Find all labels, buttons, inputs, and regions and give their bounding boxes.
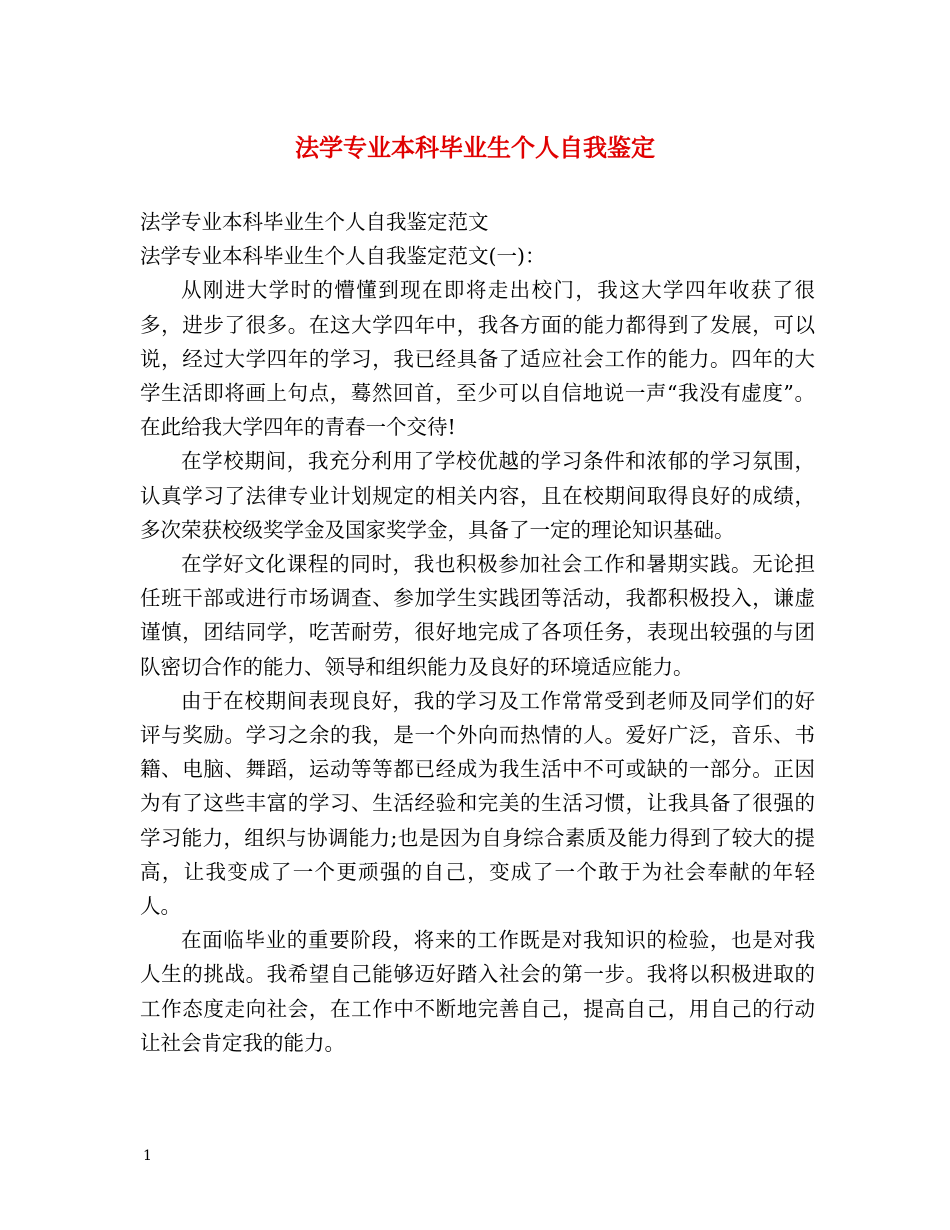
paragraph-3: 在学好文化课程的同时，我也积极参加社会工作和暑期实践。无论担任班干部或进行市场调查、参加学生实践团等活动，我都积极投入，谦虚谨慎，团结同学，吃苦耐劳，很好地完成了各项任务，表现出较强的与团队密切合作的能力、领导和组织能力及良好的环境适应能力。	[140, 552, 815, 679]
paragraph-4: 由于在校期间表现良好，我的学习及工作常常受到老师及同学们的好评与奖励。学习之余的我，是一个外向而热情的人。爱好广泛，音乐、书籍、电脑、舞蹈，运动等等都已经成为我生活中不可或缺的一部分。正因为有了这些丰富的学习、生活经验和完美的生活习惯，让我具备了很强的学习能力，组织与协调能力;也是因为自身综合素质及能力得到了较大的提高，让我变成了一个更顽强的自己，变成了一个敢于为社会奉献的年轻人。	[140, 688, 815, 919]
paragraph-2: 在学校期间，我充分利用了学校优越的学习条件和浓郁的学习氛围，认真学习了法律专业计划规定的相关内容，且在校期间取得良好的成绩，多次荣获校级奖学金及国家奖学金，具备了一定的理论知识基础。	[140, 449, 815, 542]
page-number: 1	[143, 1148, 152, 1164]
section-heading: 法学专业本科毕业生个人自我鉴定范文(一)：	[140, 244, 546, 269]
subtitle: 法学专业本科毕业生个人自我鉴定范文	[140, 210, 489, 234]
paragraph-5: 在面临毕业的重要阶段，将来的工作既是对我知识的检验，也是对我人生的挑战。我希望自己能够迈好踏入社会的第一步。我将以积极进取的工作态度走向社会，在工作中不断地完善自己，提高自己，用自己的行动让社会肯定我的能力。	[140, 928, 815, 1055]
paragraph-1: 从刚进大学时的懵懂到现在即将走出校门，我这大学四年收获了很多，进步了很多。在这大学四年中，我各方面的能力都得到了发展，可以说，经过大学四年的学习，我已经具备了适应社会工作的能力。四年的大学生活即将画上句点，蓦然回首，至少可以自信地说一声“我没有虚度”。在此给我大学四年的青春一个交待!	[140, 278, 815, 440]
document-body	[140, 205, 815, 1060]
page-title: 法学专业本科毕业生个人自我鉴定	[295, 133, 655, 162]
